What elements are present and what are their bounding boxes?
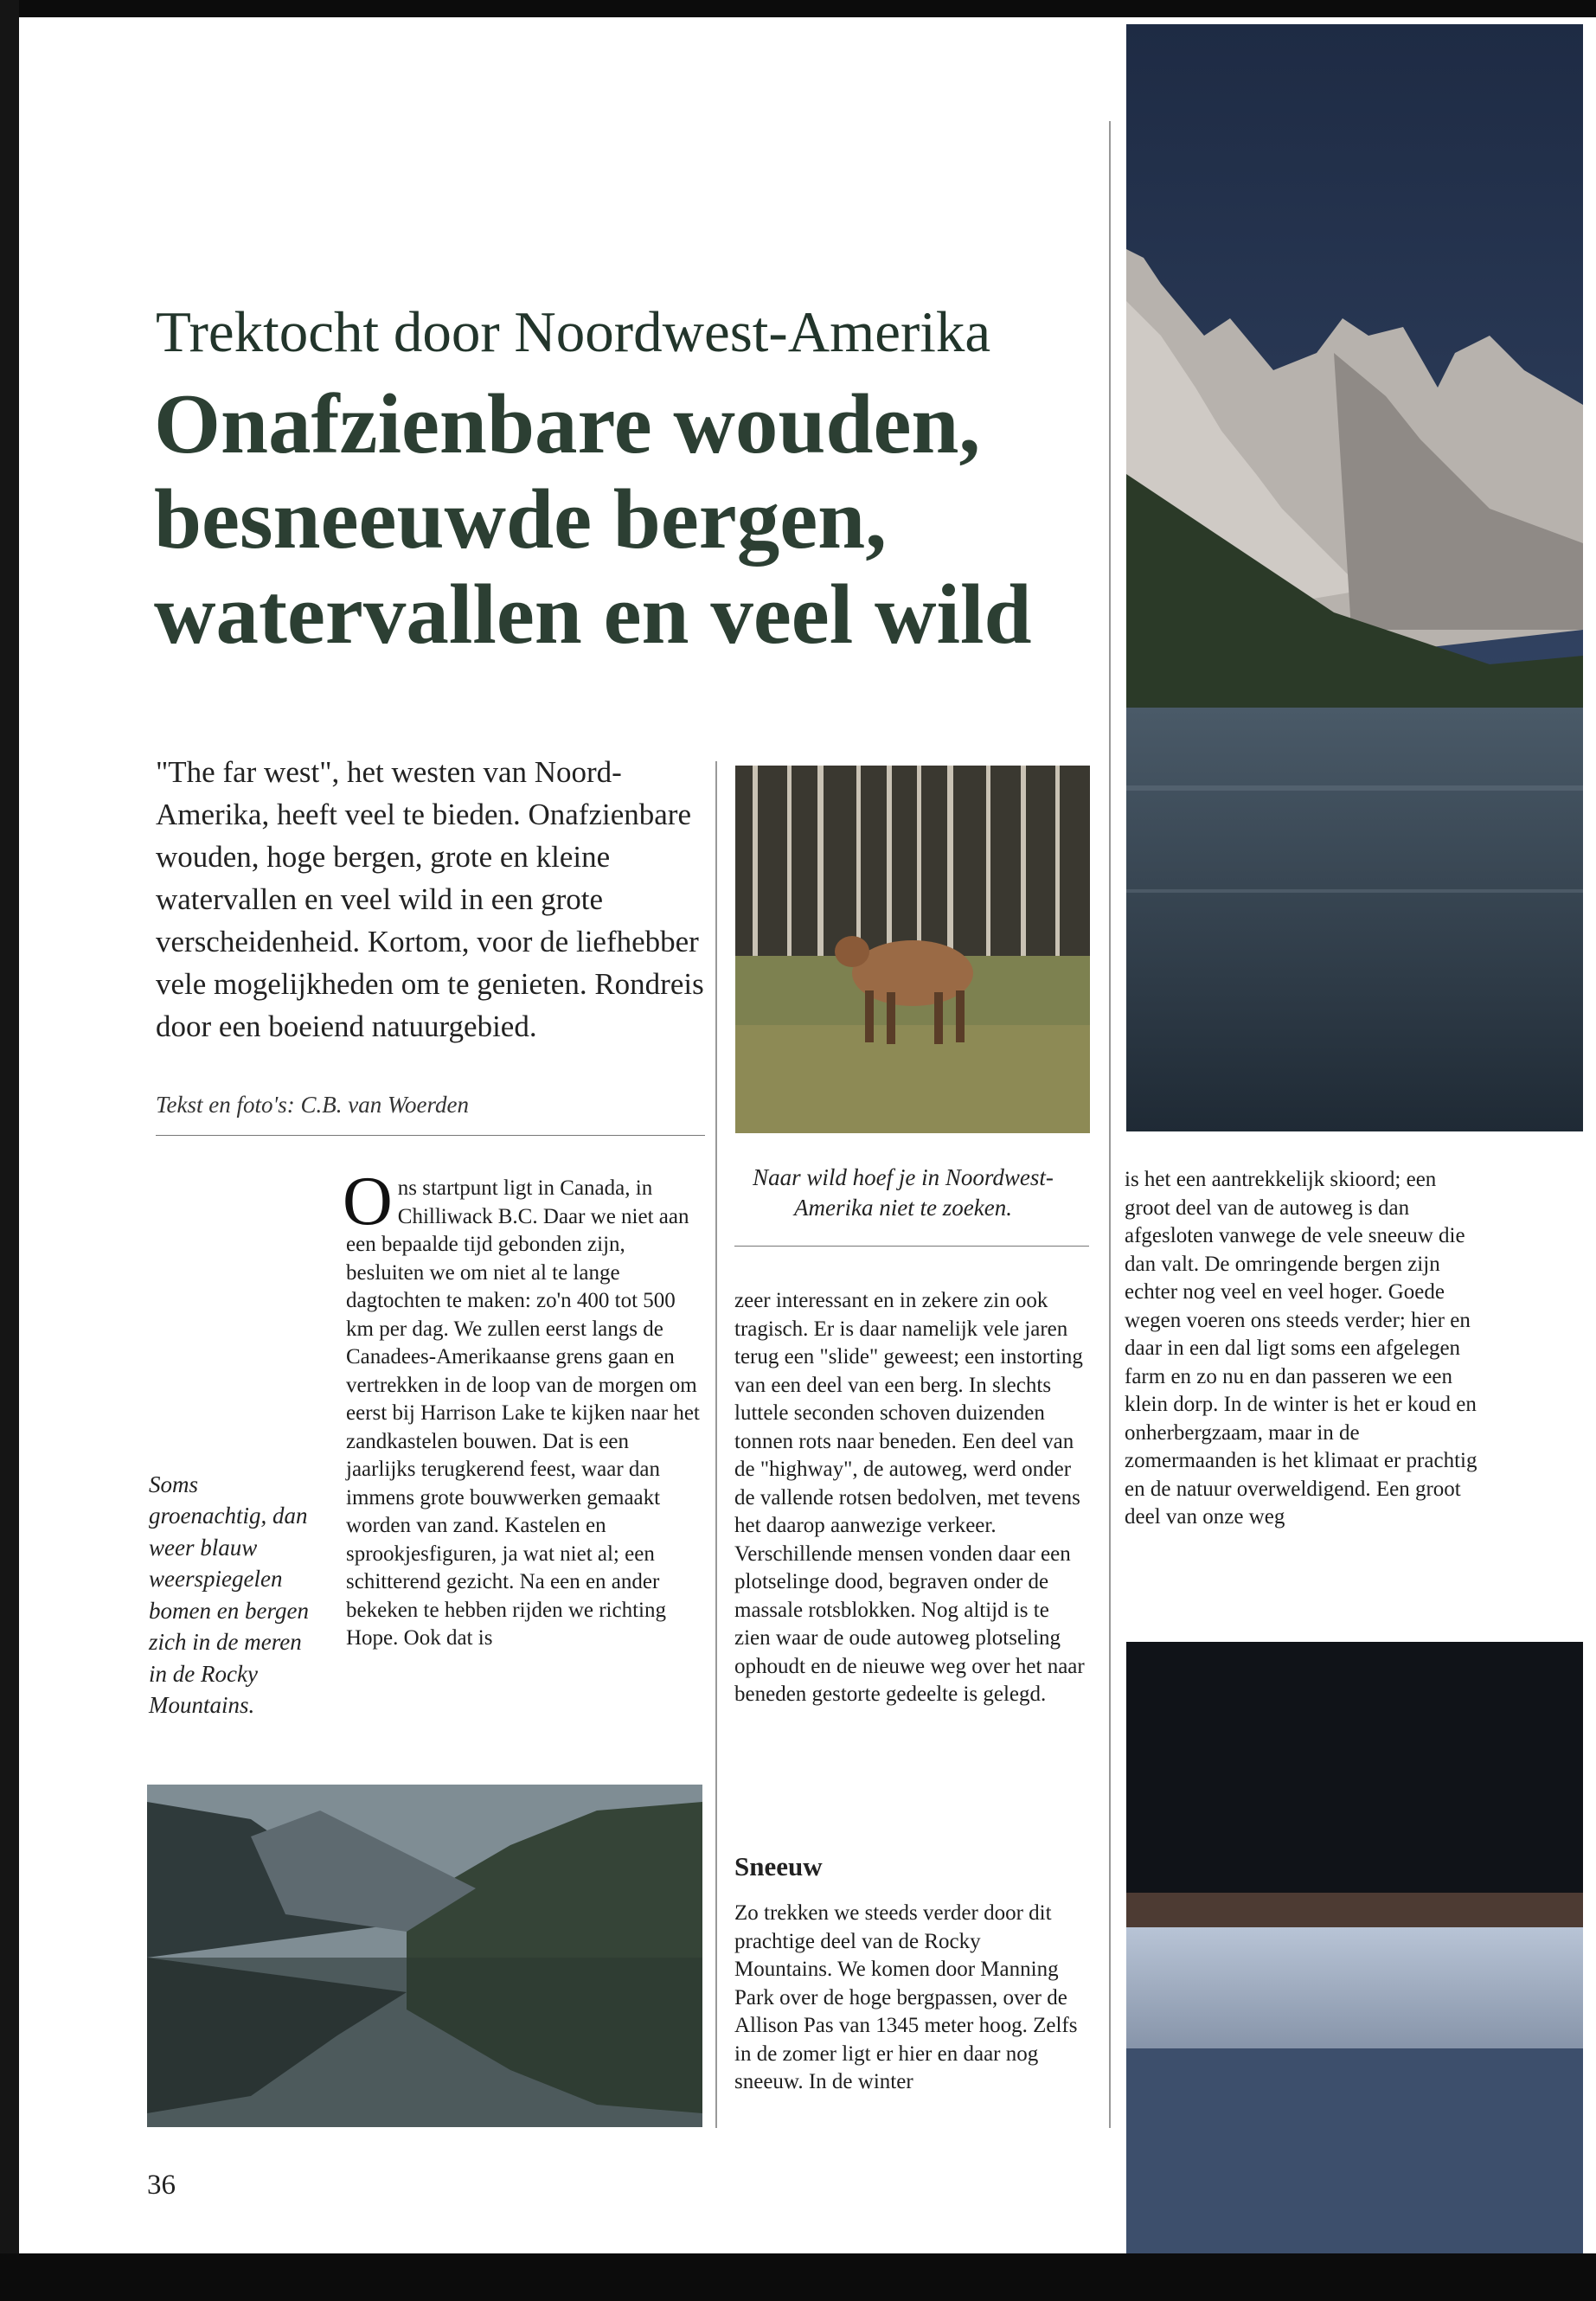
mountain-lake-photo xyxy=(1126,24,1583,1131)
lake-reflection-photo xyxy=(147,1785,702,2127)
column-3: is het een aantrekkelijk skioord; een groot deel van de autoweg is dan afgesloten vanwege de vele sneeuw die dan valt. De omringende bergen zijn echter nog veel en veel hoger. Goede wegen voeren ons steeds verder; hier en daar in een dal ligt soms een afgelegen farm en zo nu en dan passeren we een klein dorp. In de winter is het er koud en onherbergzaam, maar in de zomermaanden is het klimaat er prachtig en de natuur overweldigend. Een groot deel van onze weg xyxy=(1125,1168,1477,1529)
headline-line: Onafzienbare wouden, xyxy=(154,377,981,471)
column-2: zeer interessant en in zekere zin ook tragisch. Er is daar namelijk vele jaren terug een "slide" geweest; een instorting van een deel van een berg. In slechts luttele seconden schoven duizenden tonnen rots naar beneden. Een deel van de "highway", de autoweg, werd onder de vallende rotsen bedolven, met tevens het daarop aanwezige verkeer. Verschillende mensen vonden daar een plotselinge dood, begraven onder de massale rotsblokken. Nog altijd is te zien waar de oude autoweg plotseling ophoudt en de nieuwe weg over het naar beneden gestorte gedeelte is gelegd. xyxy=(734,1289,1085,1706)
byline: Tekst en foto's: C.B. van Woerden xyxy=(156,1092,469,1118)
headline-line: besneeuwde bergen, xyxy=(154,471,887,567)
elk-caption-rule xyxy=(734,1246,1089,1247)
top-border xyxy=(0,0,1596,17)
dam-waterfall-photo xyxy=(1126,1642,1583,2253)
byline-rule xyxy=(156,1135,705,1136)
article-intro: "The far west", het westen van Noord-Amerika, heeft veel te bieden. Onafzienbare wouden, hoge bergen, grote en kleine watervallen en veel wild in een grote verscheidenheid. Kortom, voor de liefhebber vele mogelijkheden om te genieten. Rondreis door een boeiend natuurgebied. xyxy=(156,755,704,1043)
column-rule-1 xyxy=(715,761,717,2128)
headline-line: watervallen en veel wild xyxy=(154,567,1032,662)
left-border xyxy=(0,0,19,2253)
elk-caption: Naar wild hoef je in Noordwest-Amerika niet te zoeken. xyxy=(753,1164,1054,1221)
column-1 xyxy=(343,1163,702,1653)
column-2-continued: Zo trekken we steeds verder door dit prachtige deel van de Rocky Mountains. We komen door Manning Park over de hoge bergpassen, over de Allison Pas van 1345 meter hoog. Zelfs in de zomer ligt er hier en daar nog sneeuw. In de winter xyxy=(734,1901,1078,2093)
bottom-border xyxy=(0,2253,1596,2301)
page-number: 36 xyxy=(147,2170,176,2201)
lake-caption: Soms groenachtig, dan weer blauw weerspiegelen bomen en bergen zich in de meren in de Rocky Mountains. xyxy=(149,1471,309,1719)
section-heading: Sneeuw xyxy=(734,1851,823,1881)
elk-photo xyxy=(735,766,1090,1133)
column-1-text: ns startpunt ligt in Canada, in Chilliwack B.C. Daar we niet aan een bepaalde tijd gebonden zijn, besluiten we om niet al te lange dagtochten te maken: zo'n 400 tot 500 km per dag. We zullen eerst langs de Canadees-Amerikaanse grens gaan en vertrekken in de loop van de morgen om eerst bij Harrison Lake te kijken naar het zandkastelen bouwen. Dat is een jaarlijks terugkerend feest, waar dan immens grote bouwwerken gemaakt worden van zand. Kastelen en sprookjesfiguren, ja wat niet al; een schitterend gezicht. Na een en ander bekeken te hebben rijden we richting Hope. Ook dat is xyxy=(346,1176,700,1650)
article-headline xyxy=(154,377,1032,663)
drop-cap: O xyxy=(343,1163,393,1240)
article-kicker: Trektocht door Noordwest-Amerika xyxy=(156,300,991,364)
column-rule-2 xyxy=(1109,121,1111,2128)
